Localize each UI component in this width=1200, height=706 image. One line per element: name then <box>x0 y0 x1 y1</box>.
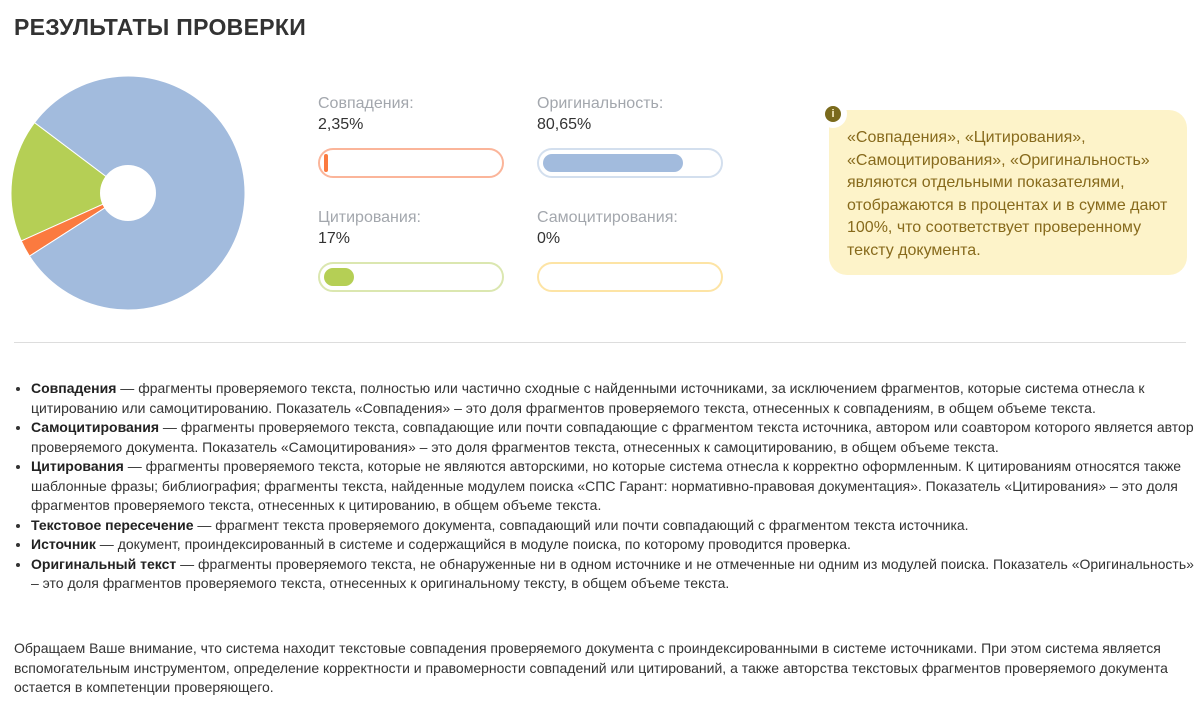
page-title: РЕЗУЛЬТАТЫ ПРОВЕРКИ <box>14 14 307 40</box>
definition-item <box>31 535 1200 555</box>
progress-fill <box>543 154 683 172</box>
info-icon: i <box>819 100 847 128</box>
metric-value: 2,35% <box>318 116 364 133</box>
definition-item <box>31 457 1200 516</box>
definition-term: Оригинальный текст <box>31 555 177 572</box>
metric-matches <box>318 95 504 178</box>
definition-term: Цитирования <box>31 458 124 474</box>
definition-item <box>31 418 1200 457</box>
definition-text: — фрагменты проверяемого текста, совпадающие или почти совпадающие с фрагментом текста источника, автором или соавтором которого является автор проверяемого документа. Показатель «Самоцитирования» – это доля фрагментов текста, отнесенных к самоцитированию, в общем объеме текста. <box>31 419 1194 455</box>
progress-fill <box>324 268 354 286</box>
progress-bar <box>318 148 504 178</box>
metric-label: Оригинальность: <box>537 95 664 112</box>
metric-value: 80,65% <box>537 116 592 133</box>
metric-value: 0% <box>537 230 561 247</box>
metric-label: Совпадения: <box>318 95 414 112</box>
definition-item <box>31 516 1200 536</box>
definition-text: — фрагмент текста проверяемого документа, совпадающий или почти совпадающий с фрагментом текста источника. <box>193 516 969 533</box>
divider <box>14 342 1186 343</box>
metric-value: 17% <box>318 230 351 247</box>
progress-bar <box>537 262 723 292</box>
definition-item <box>31 555 1200 594</box>
definition-text: — фрагменты проверяемого текста, не обнаруженные ни в одном источнике и не отмеченные ни одним из модулей поиска. Показатель «Оригинальность» – это доля фрагментов проверяемого текста, отнесенных к оригинальному тексту, в общем объеме текста. <box>31 555 1194 591</box>
progress-bar <box>537 148 723 178</box>
definition-term: Источник <box>31 536 96 552</box>
metric-originality <box>537 95 723 178</box>
definition-item <box>31 379 1200 418</box>
metric-label: Цитирования: <box>318 209 421 226</box>
progress-fill <box>324 154 328 172</box>
definition-term: Совпадения <box>31 380 117 396</box>
definition-text: — фрагменты проверяемого текста, полностью или частично сходные с найденными источниками, за исключением фрагментов, которые система отнесла к цитированию или самоцитированию. Показатель «Совпадения» – это доля фрагментов проверяемого текста, отнесенных к совпадениям, в общем объеме текста. <box>31 380 1145 416</box>
metric-label: Самоцитирования: <box>537 209 678 226</box>
pie-hole <box>100 165 156 221</box>
definitions-list <box>14 379 1200 594</box>
definition-text: — документ, проиндексированный в системе и содержащийся в модуле поиска, по которому проводится проверка. <box>95 536 851 552</box>
metric-self-citations <box>537 209 723 292</box>
disclaimer-text: Обращаем Ваше внимание, что система находит текстовые совпадения проверяемого документа с проиндексированными в системе источниками. При этом система является вспомогательным инструментом, определение корректности и правомерности совпадений или цитирований, а также авторства текстовых фрагментов проверяемого документа остается в компетенции проверяющего. <box>14 640 1168 695</box>
metric-citations <box>318 209 504 292</box>
definition-term: Текстовое пересечение <box>31 516 194 533</box>
progress-bar <box>318 262 504 292</box>
info-note-text: «Совпадения», «Цитирования», «Самоцитирования», «Оригинальность» являются отдельными показателями, отображаются в процентах и в сумме дают 100%, что соответствует проверенному тексту документа. <box>847 129 1168 259</box>
definition-term: Самоцитирования <box>31 419 160 435</box>
results-pie-chart <box>0 70 260 320</box>
info-note <box>829 107 1187 275</box>
definition-text: — фрагменты проверяемого текста, которые не являются авторскими, но которые система отнесла к корректно оформленным. К цитированиям относятся также шаблонные фразы; библиография; фрагменты текста, найденные модулем поиска «СПС Гарант: нормативно-правовая документация». Показатель «Цитирования» – это доля фрагментов проверяемого текста, отнесенных к цитированию, в общем объеме текста. <box>31 458 1182 513</box>
